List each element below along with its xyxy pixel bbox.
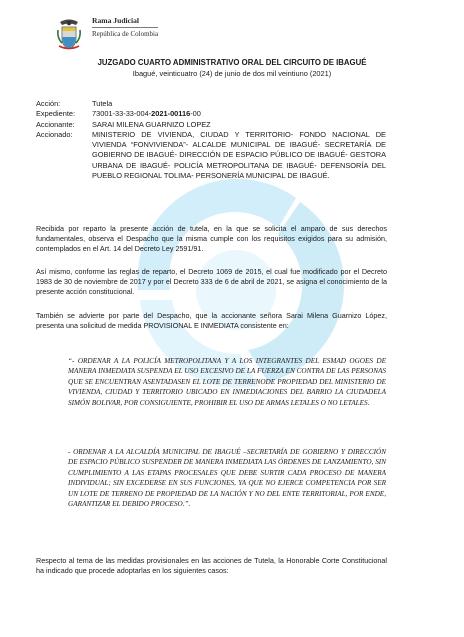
expediente-suffix: -00 xyxy=(190,109,201,119)
paragraph-reparto: Así mismo, conforme las reglas de reparto, el Decreto 1069 de 2015, el cual fue modificado por el Decreto 1983 de 30 de noviembre de 2017 y por el Decreto 333 de 6 de abril de 2021, se asigna el conocimiento de la presente acción constitucional. xyxy=(36,267,387,297)
field-value: Tutela xyxy=(92,99,113,108)
field-expediente xyxy=(36,109,386,119)
coat-of-arms-icon xyxy=(56,16,82,52)
organization-name: Rama Judicial xyxy=(92,16,140,25)
court-title: JUZGADO CUARTO ADMINISTRATIVO ORAL DEL CIRCUITO DE IBAGUÉ xyxy=(97,58,367,67)
paragraph-admission: Recibida por reparto la presente acción de tutela, en la que se solicita el amparo de sus derechos fundamentales, observa el Despacho que la misma cumple con los requisitos exigidos para su admisión, contemplados en el Art. 14 del Decreto Ley 2591/91. xyxy=(36,224,387,254)
expediente-number: 2021-00116 xyxy=(151,109,191,119)
organization-divider xyxy=(92,27,158,28)
field-accion xyxy=(36,99,386,109)
field-label: Accionante: xyxy=(36,119,75,129)
expediente-prefix: 73001-33-33-004- xyxy=(92,109,152,119)
document-date: Ibagué, veinticuatro (24) de junio de dos mil veintiuno (2021) xyxy=(132,69,332,78)
field-value: MINISTERIO DE VIVIENDA, CIUDAD Y TERRITORIO- FONDO NACIONAL DE VIVIENDA “FONVIVIENDA”- ALCALDE MUNICIPAL DE IBAGUÉ- SECRETARÍA DE GOBIERNO DE IBAGUÉ- DIRECCIÓN DE ESPACIO PÚBLICO DE IBAGUÉ- GESTORA URBANA DE IBAGUÉ- POLICÍA METROPOLITANA DE IBAGUÉ- DEFENSORÍA DEL PUEBLO REGIONAL TOLIMA- PERSONERÍA MUNICIPAL DE IBAGUÉ. xyxy=(92,129,386,181)
paragraph-corte: Respecto al tema de las medidas provisionales en las acciones de Tutela, la Honorable Corte Constitucional ha indicado que procede adoptarlas en los siguientes casos: xyxy=(36,556,387,576)
paragraph-medida: También se advierte por parte del Despacho, que la accionante señora Sarai Milena Guarnizo López, presenta una solicitud de medida PROVISIONAL E INMEDIATA consistente en: xyxy=(36,311,387,331)
field-value xyxy=(92,109,386,119)
field-label: Accionado: xyxy=(36,129,73,139)
case-details xyxy=(36,99,386,181)
field-accionante xyxy=(36,120,386,130)
quote-order-police: “- ORDENAR A LA POLICÍA METROPOLITANA Y A LOS INTEGRANTES DEL ESMAD OGOES DE MANERA INMEDIATA SUSPENDA EL USO EXCESIVO DE LA FUERZA EN CONTRA DE LAS PERSONAS QUE SE ENCUENTRAN ASENTADASEN EL LOTE DE TERRENODE PROPIEDAD DEL MINISTERIO DE VIVIENDA, CIUDAD Y TERRITORIO UBICADO EN INMEDIACIONES DEL BARRIO LA CIUDADELA SIMÓN BOLIVAR, POR CONSIGUIENTE, PROHIBIR EL USO DE ARMAS LETALES O NO LETALES. xyxy=(68,357,386,407)
country-name: República de Colombia xyxy=(92,30,159,38)
field-accionado xyxy=(36,130,386,181)
field-label: Expediente: xyxy=(36,109,76,119)
organization-block xyxy=(92,15,158,39)
quote-order-alcaldia: - ORDENAR A LA ALCALDÍA MUNICIPAL DE IBAGUÉ –SECRETARÍA DE GOBIERNO Y DIRECCIÓN DE ESPACIO PÚBLICO SUSPENDER DE MANERA INMEDIATA LAS ÓRDENES DE LANZAMIENTO, SIN CUMPLIMIENTO A LAS ETAPAS PROCESALES QUE DEBE SURTIR CADA PROCESO DE MANERA INDIVIDUAL; SIN EXCEDERSE EN SUS FUNCIONES, YA QUE NO EJERCE COMPETENCIA POR SER UN LOTE DE TERRENO DE PROPIEDAD DE LA NACIÓN Y NO DEL ENTE TERRITORIAL, POR ENDE, GARANTIZAR EL DEBIDO PROCESO.”. xyxy=(68,448,386,509)
field-value: SARAI MILENA GUARNIZO LOPEZ xyxy=(92,119,211,129)
field-label: Acción: xyxy=(36,99,61,108)
